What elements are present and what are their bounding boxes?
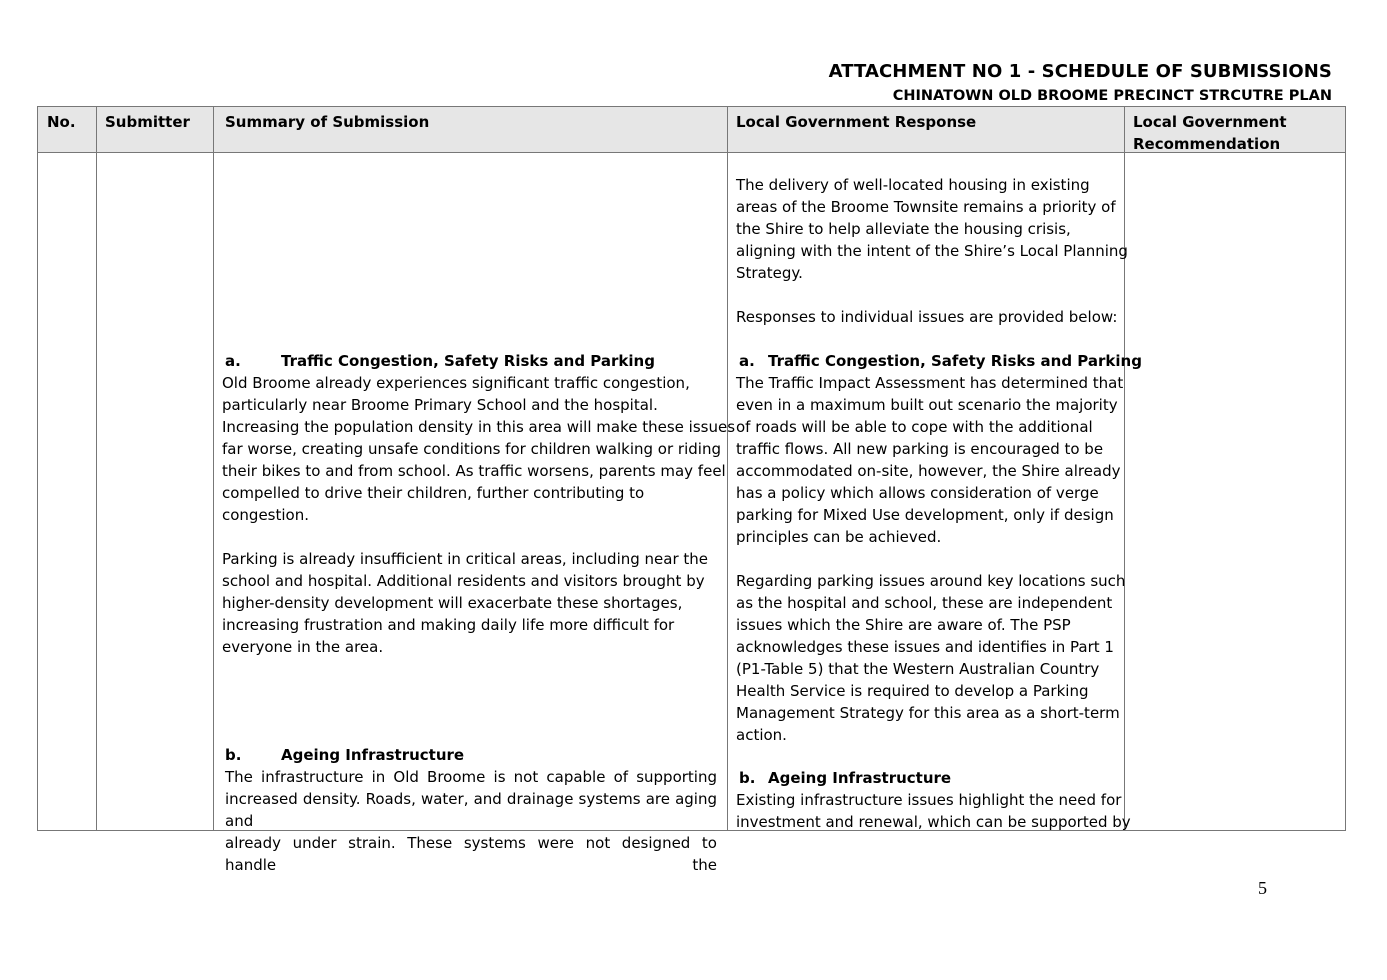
text-line: (P1-Table 5) that the Western Australian Country [736, 660, 1100, 678]
text-line: areas of the Broome Townsite remains a priority of [736, 198, 1116, 216]
text-line: increasing frustration and making daily life more difficult for [222, 616, 675, 634]
text-line: far worse, creating unsafe conditions for children walking or riding [222, 440, 721, 458]
text-line: The delivery of well-located housing in existing [736, 176, 1090, 194]
text-line: everyone in the area. [222, 638, 384, 656]
text-line: The Traffic Impact Assessment has determined that [736, 374, 1124, 392]
text-line: Increasing the population density in this area will make these issues [222, 418, 736, 436]
summary-b-marker: b. [225, 746, 242, 764]
text-line: has a policy which allows consideration of verge [736, 484, 1099, 502]
text-line: the Shire to help alleviate the housing crisis, [736, 220, 1071, 238]
text-line: congestion. [222, 506, 309, 524]
column-header-no: No. [47, 113, 76, 131]
summary-a-paragraph-2 [222, 548, 708, 658]
text-line: already under strain. These systems were not designed to handle the [225, 834, 717, 874]
text-line: Strategy. [736, 264, 803, 282]
text-line: higher-density development will exacerbate these shortages, [222, 594, 683, 612]
text-line: issues which the Shire are aware of. The PSP [736, 616, 1071, 634]
response-a-heading: Traffic Congestion, Safety Risks and Parking [768, 352, 1142, 370]
response-intro-2: Responses to individual issues are provided below: [736, 308, 1118, 326]
text-line: Health Service is required to develop a Parking [736, 682, 1089, 700]
submissions-table [37, 106, 1346, 874]
summary-a-paragraph-1 [222, 372, 735, 526]
response-a-marker: a. [739, 352, 755, 370]
text-line: as the hospital and school, these are independent [736, 594, 1113, 612]
column-header-response: Local Government Response [736, 113, 977, 131]
column-header-summary: Summary of Submission [225, 113, 430, 131]
response-a-paragraph-2 [736, 570, 1125, 746]
response-b-marker: b. [739, 769, 756, 787]
text-line: The infrastructure in Old Broome is not capable of supporting [225, 768, 717, 786]
text-line: increased density. Roads, water, and drainage systems are aging and [225, 790, 717, 830]
response-intro [736, 174, 1128, 284]
summary-b-heading: Ageing Infrastructure [281, 746, 465, 764]
text-line: their bikes to and from school. As traffic worsens, parents may feel [222, 462, 726, 480]
text-line: action. [736, 726, 787, 744]
response-b-heading: Ageing Infrastructure [768, 769, 952, 787]
text-line: traffic flows. All new parking is encouraged to be [736, 440, 1104, 458]
text-line: even in a maximum built out scenario the majority [736, 396, 1118, 414]
text-line: of roads will be able to cope with the additional [736, 418, 1093, 436]
text-line: Parking is already insufficient in critical areas, including near the [222, 550, 709, 568]
text-line: compelled to drive their children, further contributing to [222, 484, 645, 502]
document-subtitle: CHINATOWN OLD BROOME PRECINCT STRCUTRE PLAN [892, 88, 1332, 104]
document-title: ATTACHMENT NO 1 - SCHEDULE OF SUBMISSIONS [828, 61, 1332, 82]
column-divider [96, 107, 97, 830]
text-line: Old Broome already experiences significant traffic congestion, [222, 374, 690, 392]
text-line: Management Strategy for this area as a short-term [736, 704, 1120, 722]
text-line: particularly near Broome Primary School and the hospital. [222, 396, 658, 414]
text-line: Regarding parking issues around key locations such [736, 572, 1126, 590]
column-divider [213, 107, 214, 830]
response-b-paragraph [736, 789, 1131, 833]
summary-b-paragraph [225, 766, 717, 876]
text-line: parking for Mixed Use development, only if design [736, 506, 1114, 524]
text-line: acknowledges these issues and identifies in Part 1 [736, 638, 1114, 656]
text-line: investment and renewal, which can be supported by [736, 813, 1131, 831]
summary-a-heading: Traffic Congestion, Safety Risks and Parking [281, 352, 655, 370]
column-header-submitter: Submitter [105, 113, 190, 131]
text-line: school and hospital. Additional residents and visitors brought by [222, 572, 705, 590]
page-number: 5 [1258, 878, 1267, 898]
text-line: Existing infrastructure issues highlight the need for [736, 791, 1122, 809]
text-line: aligning with the intent of the Shire’s Local Planning [736, 242, 1128, 260]
column-header-recommendation: Local Government Recommendation [1133, 113, 1287, 153]
response-a-paragraph-1 [736, 372, 1123, 548]
summary-a-marker: a. [225, 352, 241, 370]
text-line: accommodated on-site, however, the Shire already [736, 462, 1121, 480]
text-line: principles can be achieved. [736, 528, 942, 546]
